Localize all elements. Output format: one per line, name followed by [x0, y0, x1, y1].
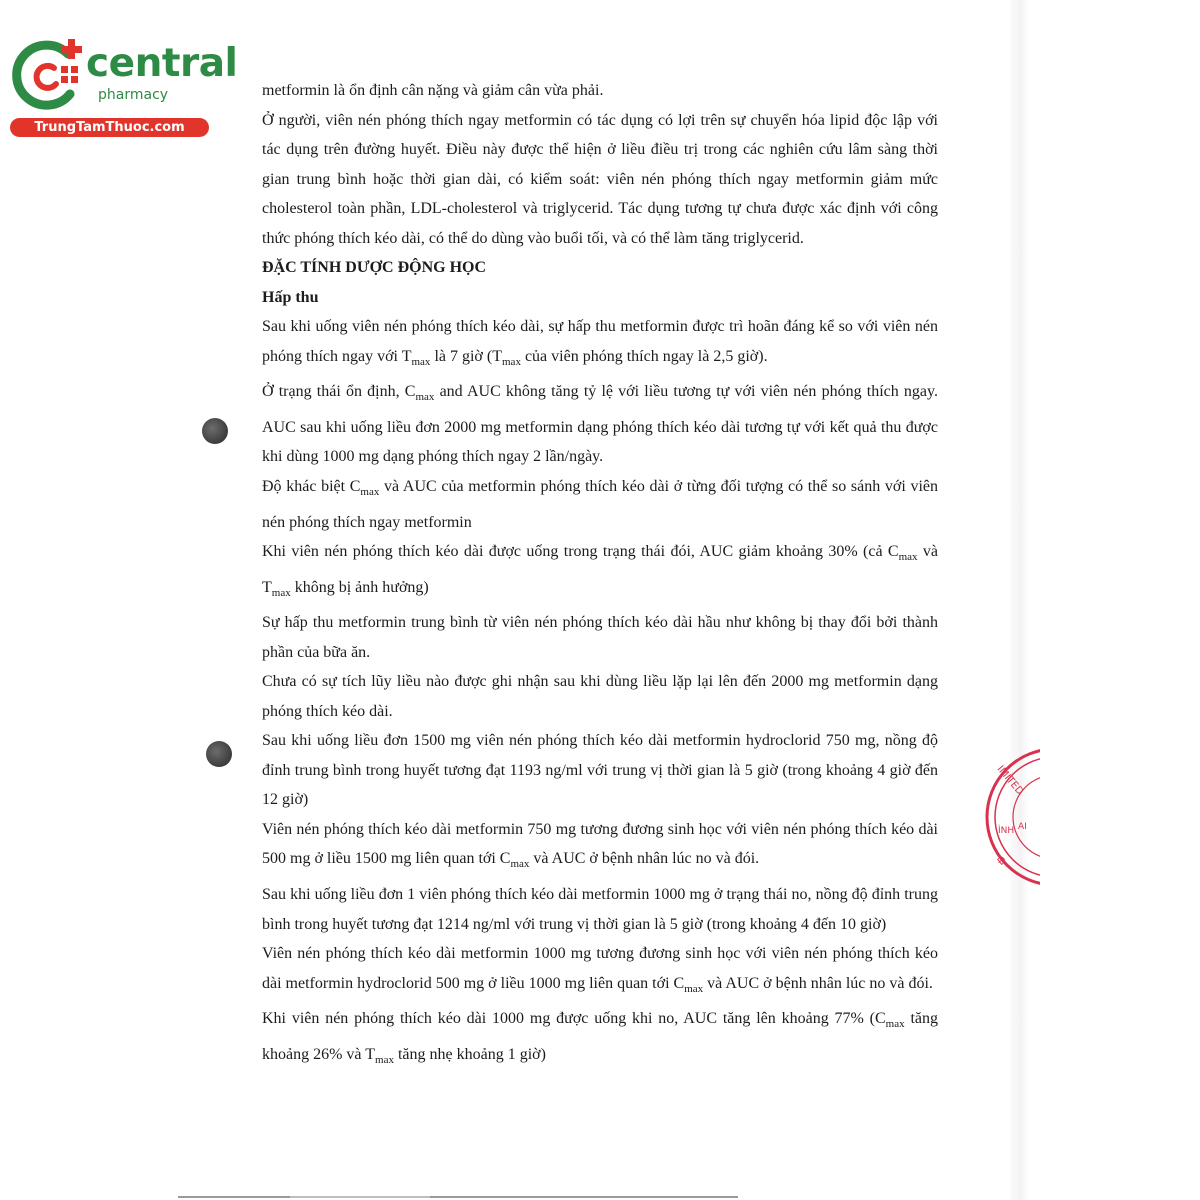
paragraph-food-effect: Sự hấp thu metformin trung bình từ viên nén phóng thích kéo dài hầu như không bị thay đổi bởi thành phần của bữa ăn.: [262, 614, 938, 661]
svg-text:ÌNH: ÌNH: [998, 826, 1015, 836]
logo-brand-name: central: [86, 41, 238, 86]
svg-text:Đ: Đ: [995, 854, 1009, 868]
company-seal-stamp: [980, 745, 1040, 890]
page-edge-shadow: [1010, 0, 1028, 1200]
paragraph-fed-state: Khi viên nén phóng thích kéo dài 1000 mg được uống khi no, AUC tăng lên khoảng 77% ($C_{max}$ tăng khoảng 26% và $T_{max}$ tăng nhẹ khoảng 1 giờ): [262, 1010, 938, 1067]
paragraph: Ở người, viên nén phóng thích ngay metformin có tác dụng có lợi trên sự chuyển hóa lipid độc lập với tác dụng trên đường huyết. Điều này được thể hiện ở liều điều trị trong các nghiên cứu lâm sàng thời gian trung bình hoặc thời gian dài, có kiểm soát: viên nén phóng thích ngay metformin giảm mức cholesterol toàn phần, LDL-cholesterol và triglycerid. Tác dụng tương tự chưa được xác định với công thức phóng thích kéo dài, có thể do dùng vào buổi tối, và có thể làm tăng triglycerid.: [262, 111, 938, 247]
svg-text:AI: AI: [1018, 822, 1027, 832]
paragraph-tmax: Sau khi uống viên nén phóng thích kéo dài, sự hấp thu metformin được trì hoãn đáng kể so với viên nén phóng thích ngay với $T_{max}$ là 7 giờ ($T_{max}$ của viên phóng thích ngay là 2,5 giờ).: [262, 318, 938, 368]
svg-text:IMITED: IMITED: [994, 763, 1026, 798]
section-heading: ĐẶC TÍNH DƯỢC ĐỘNG HỌC: [262, 259, 487, 276]
document-body: [262, 76, 938, 1076]
punch-hole: [206, 741, 232, 767]
paragraph-accumulation: Chưa có sự tích lũy liều nào được ghi nhận sau khi dùng liều lặp lại lên đến 2000 mg metformin dạng phóng thích kéo dài.: [262, 673, 938, 720]
paragraph-steady-state: Ở trạng thái ổn định, $C_{max}$ and AUC không tăng tỷ lệ với liều tương tự với viên nén phóng thích ngay. AUC sau khi uống liều đơn 2000 mg metformin dạng phóng thích kéo dài tương tự với kết quả thu được khi dùng 1000 mg dạng phóng thích ngay 2 lần/ngày.: [262, 383, 938, 466]
page-bottom-edge: [290, 1196, 430, 1198]
paragraph-750mg-bioequivalence: Viên nén phóng thích kéo dài metformin 750 mg tương đương sinh học với viên nén phóng thích kéo dài 500 mg ở liều 1500 mg liên quan tới $C_{max}$ và AUC ở bệnh nhân lúc no và đói.: [262, 820, 938, 871]
paragraph-1500mg: Sau khi uống liều đơn 1500 mg viên nén phóng thích kéo dài metformin hydroclorid 750 mg, nồng độ đỉnh trung bình trong huyết tương đạt 1193 ng/ml với trung vị thời gian là 5 giờ (trong khoảng 4 giờ đến 12 giờ): [262, 732, 938, 809]
paragraph-variability: Độ khác biệt $C_{max}$ và AUC của metformin phóng thích kéo dài ở từng đối tượng có thể so sánh với viên nén phóng thích ngay metformin: [262, 477, 939, 531]
paragraph-1000mg: Sau khi uống liều đơn 1 viên phóng thích kéo dài metformin 1000 mg ở trạng thái no, nồng độ đỉnh trung bình trong huyết tương đạt 1214 ng/ml với trung vị thời gian là 5 giờ (trong khoảng 4 đến 10 giờ): [262, 886, 938, 933]
punch-hole: [202, 418, 228, 444]
paragraph: metformin là ổn định cân nặng và giảm cân vừa phải.: [262, 82, 604, 99]
paragraph-fasting: Khi viên nén phóng thích kéo dài được uống trong trạng thái đói, AUC giảm khoảng 30% (cả $C_{max}$ và $T_{max}$ không bị ảnh hưởng): [262, 543, 938, 599]
logo-website-link[interactable]: TrungTamThuoc.com: [10, 118, 209, 137]
logo-tagline: pharmacy: [98, 87, 169, 103]
subsection-heading: Hấp thu: [262, 288, 319, 306]
pharmacy-cross-logo-icon: [10, 38, 88, 112]
page-bottom-edge: [178, 1196, 738, 1198]
central-pharmacy-logo[interactable]: [10, 38, 238, 138]
paragraph-1000mg-bioequivalence: Viên nén phóng thích kéo dài metformin 1000 mg tương đương sinh học với viên nén phóng thích kéo dài metformin hydroclorid 500 mg ở liều 1000 mg liên quan tới $C_{max}$ và AUC ở bệnh nhân lúc no và đói.: [262, 945, 938, 995]
